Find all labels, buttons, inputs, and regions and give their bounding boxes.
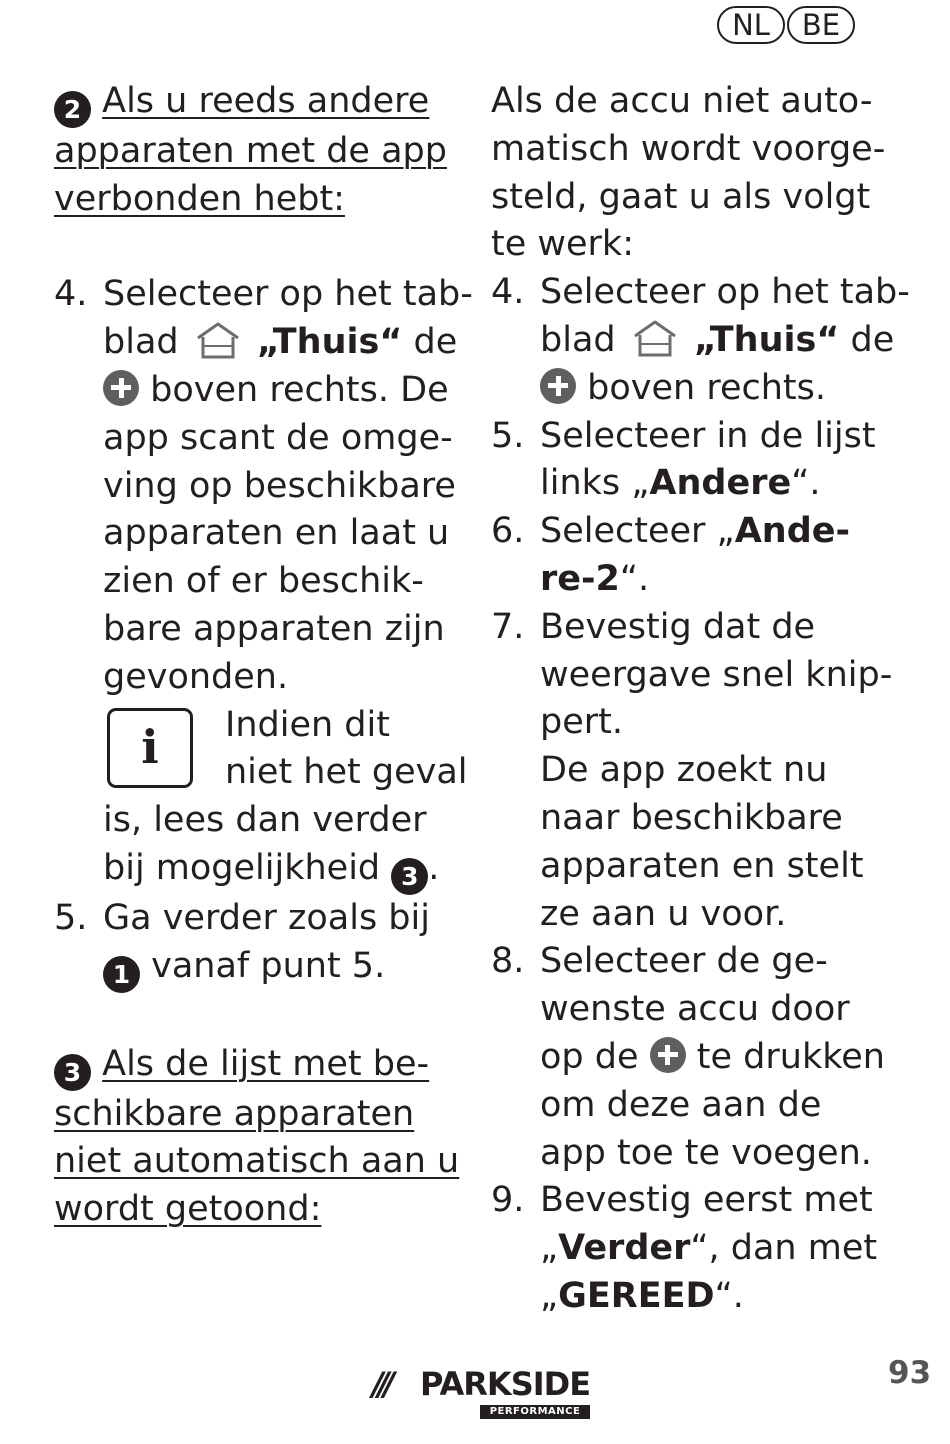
right-step-5: 5. Selecteer in de lijst links „Andere“.	[491, 413, 901, 509]
plus-icon	[650, 1037, 686, 1073]
page-number: 93	[888, 1355, 932, 1391]
logo-text: PARKSIDE	[420, 1365, 591, 1403]
parkside-logo	[372, 1365, 592, 1421]
tab-name-thuis: „Thuis“	[693, 319, 840, 360]
right-step-7: 7. Bevestig dat de weergave snel knip- pert. De app zoekt nu naar beschikbare apparaten en stelt ze aan u voor.	[491, 604, 901, 939]
info-note: i Indien dit niet het geval is, lees dan verder bij mogelijkheid 3 .	[103, 702, 464, 895]
right-step-6: 6. Selecteer „Ande- re-2“.	[491, 508, 901, 604]
intro-line: Als de accu niet auto-	[491, 81, 873, 121]
step-number: 9.	[491, 1180, 525, 1221]
step-number: 5.	[491, 415, 525, 456]
right-step-8: 8. Selecteer de ge- wenste accu door op de te drukken om deze aan de app toe te voegen.	[491, 938, 901, 1177]
right-column	[491, 78, 910, 1321]
section-3-heading: 3 Als de lijst met be-	[54, 1041, 464, 1091]
step-number: 7.	[491, 606, 525, 647]
step-number: 8.	[491, 941, 525, 982]
section-2-heading-line: verbonden hebt:	[54, 178, 345, 219]
home-icon	[631, 318, 679, 358]
step-marker-3-icon: 3	[54, 1054, 91, 1091]
left-step-4: 4. Selecteer op het tab- blad „Thuis“ de boven rechts. De app scant de omge- ving op beschikbare apparaten en laat u zien of er beschik- bare apparaten zijn gevonden. i Indien dit niet het geval is, lees dan verder bij mogelijkheid 3 .	[54, 271, 464, 895]
language-badge-be: BE	[787, 6, 855, 44]
left-step-5: 5. Ga verder zoals bij 1 vanaf punt 5.	[54, 895, 464, 993]
logo-slashes: ///	[372, 1365, 390, 1403]
step-number: 6.	[491, 511, 525, 552]
step-number: 4.	[54, 274, 88, 315]
right-step-4: 4. Selecteer op het tab- blad „Thuis“ de boven rechts.	[491, 269, 901, 412]
intro-line: steld, gaat u als volgt	[491, 176, 871, 217]
step-number: 4.	[491, 272, 525, 313]
step-marker-2-icon: 2	[54, 91, 91, 128]
step-number: 5.	[54, 897, 88, 938]
home-icon	[194, 320, 242, 360]
tab-name-thuis: „Thuis“	[256, 322, 403, 363]
language-badges	[717, 6, 857, 44]
step-marker-3-icon: 3	[391, 858, 428, 895]
plus-icon	[540, 368, 576, 404]
logo-subtitle: PERFORMANCE	[480, 1405, 590, 1419]
section-2-heading-line: apparaten met de app	[54, 131, 447, 171]
intro-line: matisch wordt voorge-	[491, 128, 886, 169]
info-icon: i	[107, 708, 193, 788]
section-2-heading: 2 Als u reeds andere	[54, 78, 464, 128]
plus-icon	[103, 370, 139, 406]
right-step-9: 9. Bevestig eerst met „Verder“, dan met „GEREED“.	[491, 1177, 901, 1320]
intro-line: te werk:	[491, 224, 634, 265]
step-marker-1-icon: 1	[103, 956, 140, 993]
section-3-heading-line: wordt getoond:	[54, 1189, 322, 1230]
left-column	[54, 78, 473, 1234]
section-3-heading-line: schikbare apparaten	[54, 1093, 415, 1134]
section-3-heading-line: niet automatisch aan u	[54, 1141, 460, 1182]
language-badge-nl: NL	[717, 6, 785, 44]
